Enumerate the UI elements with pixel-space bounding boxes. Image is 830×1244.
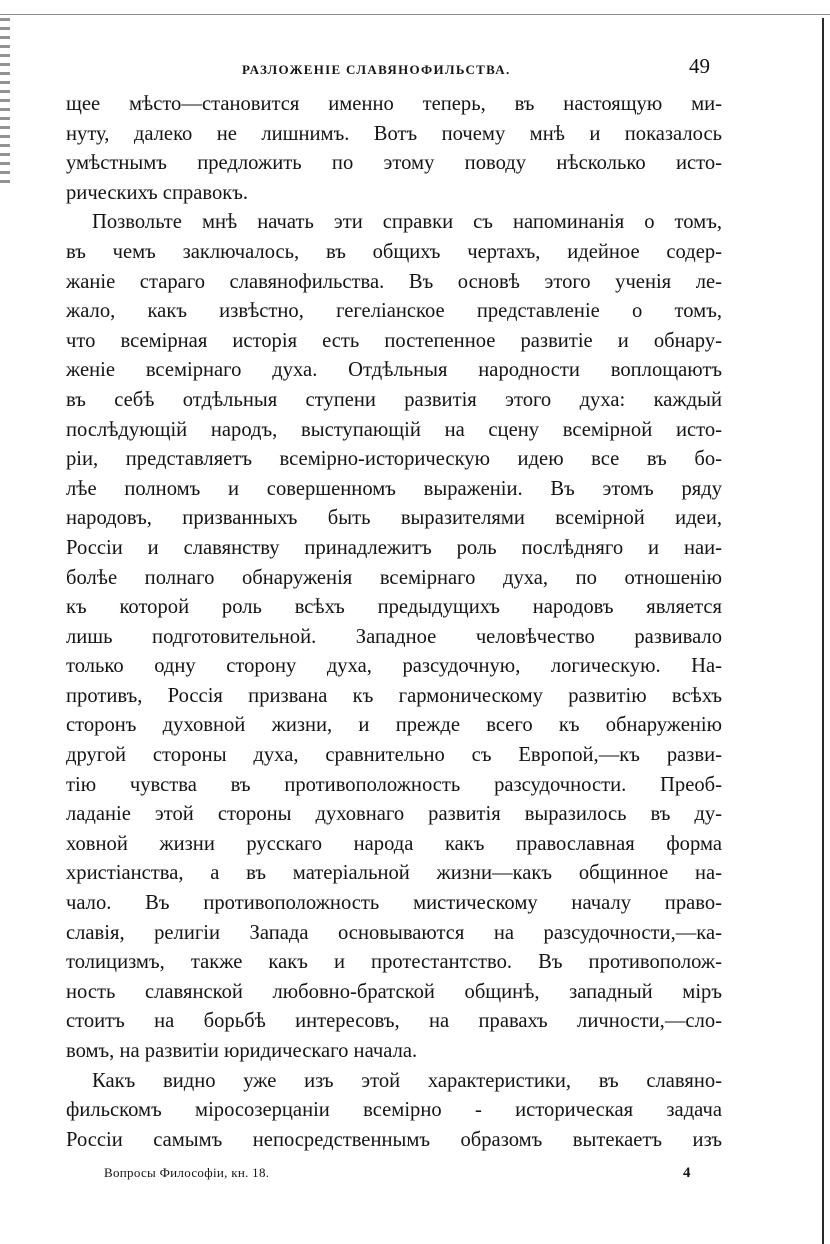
text-line: въ себѣ отдѣльныя ступени развитія этого духа: каждый (66, 388, 722, 411)
paragraph (66, 1067, 722, 1156)
text-line: къ которой роль всѣхъ предыдущихъ народовъ является (66, 596, 722, 619)
text-line: болѣе полнаго обнаруженія всемірнаго духа, по отношенію (66, 566, 722, 589)
scan-right-edge (822, 18, 824, 1244)
text-line: Россіи и славянству принадлежитъ роль послѣдняго и наи- (66, 536, 722, 559)
text-line: только одну сторону духа, разсудочную, логическую. На- (66, 655, 722, 678)
scan-left-edge-marks (0, 18, 10, 188)
text-line: ность славянской любовно-братской общинѣ, западный міръ (66, 980, 722, 1003)
scan-top-edge (0, 14, 830, 15)
text-line: щее мѣсто—становится именно теперь, въ настоящую ми- (66, 93, 722, 115)
text-line: что всемірная исторія есть постепенное развитіе и обнару- (66, 329, 722, 352)
text-line: народовъ, призванныхъ быть выразителями всемірной идеи, (66, 507, 722, 530)
text-line: жало, какъ извѣстно, гегеліанское представленіе о томъ, (66, 300, 722, 323)
text-line: умѣстнымъ предложить по этому поводу нѣсколько исто- (66, 152, 722, 175)
printer-signature: Вопросы Философіи, кн. 18. (104, 1165, 270, 1181)
text-line: рическихъ справокъ. (66, 181, 249, 204)
text-line: христіанства, а въ матеріальной жизни—какъ общинное на- (66, 862, 722, 885)
text-line: ховной жизни русскаго народа какъ православная форма (66, 832, 722, 855)
running-title: РАЗЛОЖЕНІЕ СЛАВЯНОФИЛЬСТВА. (242, 62, 511, 77)
text-line: жаніе стараго славянофильства. Въ основѣ этого ученія ле- (66, 270, 722, 293)
text-line: лѣе полномъ и совершенномъ выраженіи. Въ этомъ ряду (66, 477, 722, 500)
text-line: Россіи самымъ непосредственнымъ образомъ вытекаетъ изъ (66, 1128, 722, 1151)
body-text (66, 90, 722, 1155)
text-line: противъ, Россія призвана къ гармоническому развитію всѣхъ (66, 684, 722, 707)
text-line: другой стороны духа, сравнительно съ Европой,—къ разви- (66, 744, 722, 767)
text-line: фильскомъ міросозерцаніи всемірно - историческая задача (66, 1099, 722, 1122)
text-line: послѣдующій народъ, выступающій на сцену всемірной исто- (66, 418, 722, 441)
text-line: толицизмъ, также какъ и протестантство. Въ противополож- (66, 951, 722, 974)
text-line: славія, религіи Запада основываются на разсудочности,—ка- (66, 921, 722, 944)
page-footer (66, 1165, 722, 1189)
book-page (66, 50, 722, 1189)
paragraph (66, 208, 722, 1066)
text-line: тію чувства въ противоположность разсудочности. Преоб- (66, 773, 722, 796)
text-line: сторонъ духовной жизни, и прежде всего къ обнаруженію (66, 714, 722, 737)
text-line: стоитъ на борьбѣ интересовъ, на правахъ личности,—сло- (66, 1010, 722, 1033)
sheet-number: 4 (683, 1165, 691, 1182)
text-line: ріи, представляетъ всемірно-историческую идею все въ бо- (66, 448, 722, 471)
text-line: ладаніе этой стороны духовнаго развитія выразилось въ ду- (66, 803, 722, 826)
text-line: Какъ видно уже изъ этой характеристики, въ славяно- (92, 1069, 722, 1092)
text-line: вомъ, на развитіи юридическаго начала. (66, 1040, 418, 1062)
page-header (66, 50, 722, 90)
text-line: женіе всемірнаго духа. Отдѣльныя народности воплощаютъ (66, 359, 722, 382)
text-line: лишь подготовительной. Западное человѣчество развивало (66, 625, 722, 648)
text-line: Позвольте мнѣ начать эти справки съ напоминанія о томъ, (92, 211, 722, 234)
text-line: чало. Въ противоположность мистическому началу право- (66, 892, 722, 915)
page-number: 49 (689, 54, 710, 78)
text-line: въ чемъ заключалось, въ общихъ чертахъ, идейное содер- (66, 240, 722, 263)
paragraph (66, 90, 722, 208)
text-line: нуту, далеко не лишнимъ. Вотъ почему мнѣ и показалось (66, 122, 722, 145)
